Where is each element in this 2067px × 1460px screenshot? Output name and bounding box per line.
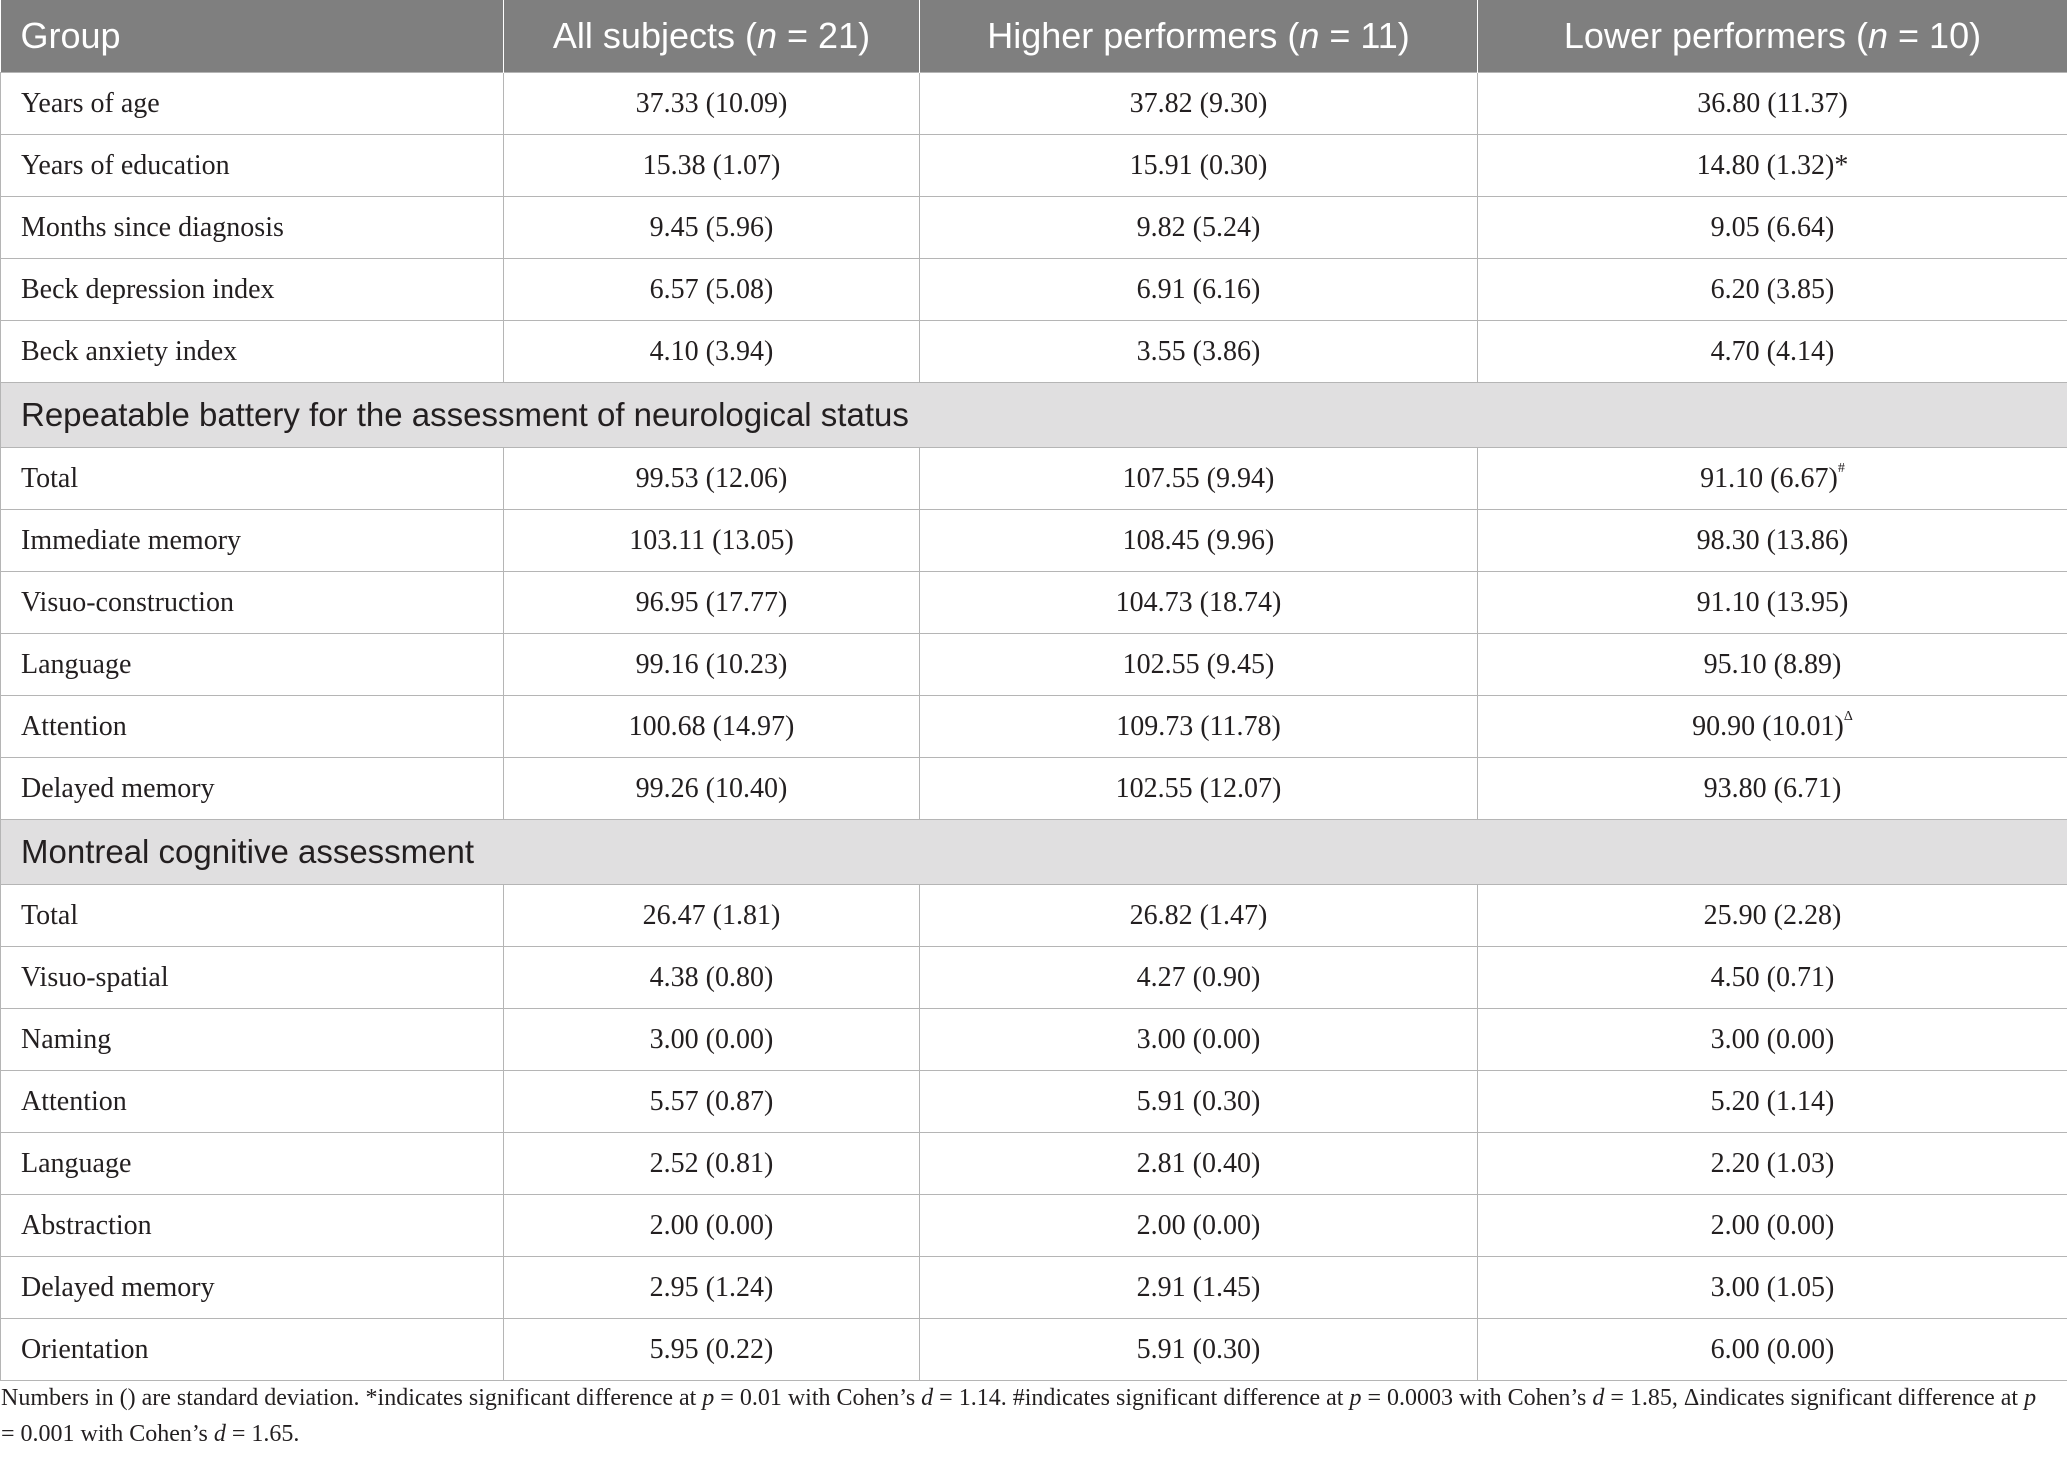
row-label: Total bbox=[1, 885, 504, 947]
table-row bbox=[1, 572, 2067, 634]
table-row bbox=[1, 1319, 2067, 1381]
cell-all-subjects: 37.33 (10.09) bbox=[504, 73, 920, 135]
cell-all-subjects: 4.38 (0.80) bbox=[504, 947, 920, 1009]
header-all-subjects: All subjects (n = 21) bbox=[504, 0, 920, 73]
table-row bbox=[1, 758, 2067, 820]
cell-higher-performers: 6.91 (6.16) bbox=[920, 259, 1478, 321]
cell-higher-performers: 2.00 (0.00) bbox=[920, 1195, 1478, 1257]
table-row bbox=[1, 634, 2067, 696]
row-label: Naming bbox=[1, 1009, 504, 1071]
row-label: Visuo-construction bbox=[1, 572, 504, 634]
row-label: Beck depression index bbox=[1, 259, 504, 321]
row-label: Attention bbox=[1, 1071, 504, 1133]
cell-all-subjects: 2.00 (0.00) bbox=[504, 1195, 920, 1257]
table-row bbox=[1, 321, 2067, 383]
cell-all-subjects: 5.57 (0.87) bbox=[504, 1071, 920, 1133]
cell-all-subjects: 103.11 (13.05) bbox=[504, 510, 920, 572]
cell-higher-performers: 107.55 (9.94) bbox=[920, 448, 1478, 510]
row-label: Months since diagnosis bbox=[1, 197, 504, 259]
table-row bbox=[1, 510, 2067, 572]
table-footnote: Numbers in () are standard deviation. *indicates significant difference at p = 0.01 with Cohen’s d = 1.14. #indicates significant difference at p = 0.0003 with Cohen’s d = 1.85, Δindicates significant difference at p = 0.001 with Cohen’s d = 1.65. bbox=[1, 1385, 2037, 1447]
cell-higher-performers: 102.55 (9.45) bbox=[920, 634, 1478, 696]
cell-higher-performers: 104.73 (18.74) bbox=[920, 572, 1478, 634]
row-label: Orientation bbox=[1, 1319, 504, 1381]
cell-all-subjects: 4.10 (3.94) bbox=[504, 321, 920, 383]
cell-higher-performers: 5.91 (0.30) bbox=[920, 1319, 1478, 1381]
cell-lower-performers: 4.70 (4.14) bbox=[1478, 321, 2067, 383]
cell-lower-performers: 3.00 (1.05) bbox=[1478, 1257, 2067, 1319]
row-label: Immediate memory bbox=[1, 510, 504, 572]
cell-lower-performers: 4.50 (0.71) bbox=[1478, 947, 2067, 1009]
cell-higher-performers: 37.82 (9.30) bbox=[920, 73, 1478, 135]
table-row bbox=[1, 1071, 2067, 1133]
cell-lower-performers: 14.80 (1.32)* bbox=[1478, 135, 2067, 197]
cell-higher-performers: 4.27 (0.90) bbox=[920, 947, 1478, 1009]
cell-higher-performers: 102.55 (12.07) bbox=[920, 758, 1478, 820]
cell-higher-performers: 2.91 (1.45) bbox=[920, 1257, 1478, 1319]
cell-lower-performers: 25.90 (2.28) bbox=[1478, 885, 2067, 947]
cell-higher-performers: 108.45 (9.96) bbox=[920, 510, 1478, 572]
significance-mark: # bbox=[1837, 460, 1845, 476]
header-row bbox=[1, 0, 2067, 73]
cell-lower-performers: 5.20 (1.14) bbox=[1478, 1071, 2067, 1133]
cell-lower-performers: 2.00 (0.00) bbox=[1478, 1195, 2067, 1257]
cell-lower-performers: 91.10 (13.95) bbox=[1478, 572, 2067, 634]
section-rbans bbox=[1, 383, 2067, 448]
cell-higher-performers: 2.81 (0.40) bbox=[920, 1133, 1478, 1195]
cell-lower-performers: 90.90 $(10.01)^\Delta$ bbox=[1478, 696, 2067, 758]
table-row bbox=[1, 448, 2067, 510]
cell-all-subjects: 15.38 (1.07) bbox=[504, 135, 920, 197]
row-label: Total bbox=[1, 448, 504, 510]
cell-all-subjects: 2.52 (0.81) bbox=[504, 1133, 920, 1195]
cell-all-subjects: 9.45 (5.96) bbox=[504, 197, 920, 259]
cell-higher-performers: 5.91 (0.30) bbox=[920, 1071, 1478, 1133]
cell-lower-performers: 6.20 (3.85) bbox=[1478, 259, 2067, 321]
cell-all-subjects: 3.00 (0.00) bbox=[504, 1009, 920, 1071]
cell-lower-performers: 98.30 (13.86) bbox=[1478, 510, 2067, 572]
row-label: Language bbox=[1, 1133, 504, 1195]
cell-lower-performers: 3.00 (0.00) bbox=[1478, 1009, 2067, 1071]
cell-all-subjects: 100.68 (14.97) bbox=[504, 696, 920, 758]
row-label: Language bbox=[1, 634, 504, 696]
row-label: Beck anxiety index bbox=[1, 321, 504, 383]
cell-higher-performers: 3.55 (3.86) bbox=[920, 321, 1478, 383]
cell-all-subjects: 99.16 (10.23) bbox=[504, 634, 920, 696]
cell-higher-performers: 15.91 (0.30) bbox=[920, 135, 1478, 197]
cell-all-subjects: 96.95 (17.77) bbox=[504, 572, 920, 634]
table-row bbox=[1, 259, 2067, 321]
table-row bbox=[1, 947, 2067, 1009]
cell-lower-performers: 2.20 (1.03) bbox=[1478, 1133, 2067, 1195]
cell-lower-performers: 95.10 (8.89) bbox=[1478, 634, 2067, 696]
cell-all-subjects: 99.26 (10.40) bbox=[504, 758, 920, 820]
cell-all-subjects: 99.53 (12.06) bbox=[504, 448, 920, 510]
cell-higher-performers: 26.82 (1.47) bbox=[920, 885, 1478, 947]
table-row bbox=[1, 1009, 2067, 1071]
header-group: Group bbox=[1, 0, 504, 73]
table-row bbox=[1, 135, 2067, 197]
table-row bbox=[1, 1195, 2067, 1257]
row-label: Delayed memory bbox=[1, 1257, 504, 1319]
cell-higher-performers: 9.82 (5.24) bbox=[920, 197, 1478, 259]
header-lower-performers: Lower performers (n = 10) bbox=[1478, 0, 2067, 73]
table-row bbox=[1, 885, 2067, 947]
table-row bbox=[1, 73, 2067, 135]
row-label: Visuo-spatial bbox=[1, 947, 504, 1009]
cell-all-subjects: 2.95 (1.24) bbox=[504, 1257, 920, 1319]
table-row bbox=[1, 1133, 2067, 1195]
section-title: Montreal cognitive assessment bbox=[1, 820, 2067, 885]
cell-lower-performers: 6.00 (0.00) bbox=[1478, 1319, 2067, 1381]
cell-all-subjects: 6.57 (5.08) bbox=[504, 259, 920, 321]
significance-mark: Δ bbox=[1843, 708, 1853, 724]
table-row bbox=[1, 696, 2067, 758]
row-label: Years of education bbox=[1, 135, 504, 197]
section-title: Repeatable battery for the assessment of neurological status bbox=[1, 383, 2067, 448]
cell-higher-performers: 109.73 (11.78) bbox=[920, 696, 1478, 758]
section-moca bbox=[1, 820, 2067, 885]
cell-higher-performers: 3.00 (0.00) bbox=[920, 1009, 1478, 1071]
row-label: Attention bbox=[1, 696, 504, 758]
row-label: Years of age bbox=[1, 73, 504, 135]
cell-lower-performers: 36.80 (11.37) bbox=[1478, 73, 2067, 135]
cell-lower-performers: 91.10 (6.67)# bbox=[1478, 448, 2067, 510]
header-higher-performers: Higher performers (n = 11) bbox=[920, 0, 1478, 73]
cell-all-subjects: 5.95 (0.22) bbox=[504, 1319, 920, 1381]
table-body bbox=[1, 73, 2067, 1381]
table-row bbox=[1, 1257, 2067, 1319]
cell-all-subjects: 26.47 (1.81) bbox=[504, 885, 920, 947]
row-label: Abstraction bbox=[1, 1195, 504, 1257]
table-row bbox=[1, 197, 2067, 259]
cell-lower-performers: 93.80 (6.71) bbox=[1478, 758, 2067, 820]
cell-lower-performers: 9.05 (6.64) bbox=[1478, 197, 2067, 259]
row-label: Delayed memory bbox=[1, 758, 504, 820]
